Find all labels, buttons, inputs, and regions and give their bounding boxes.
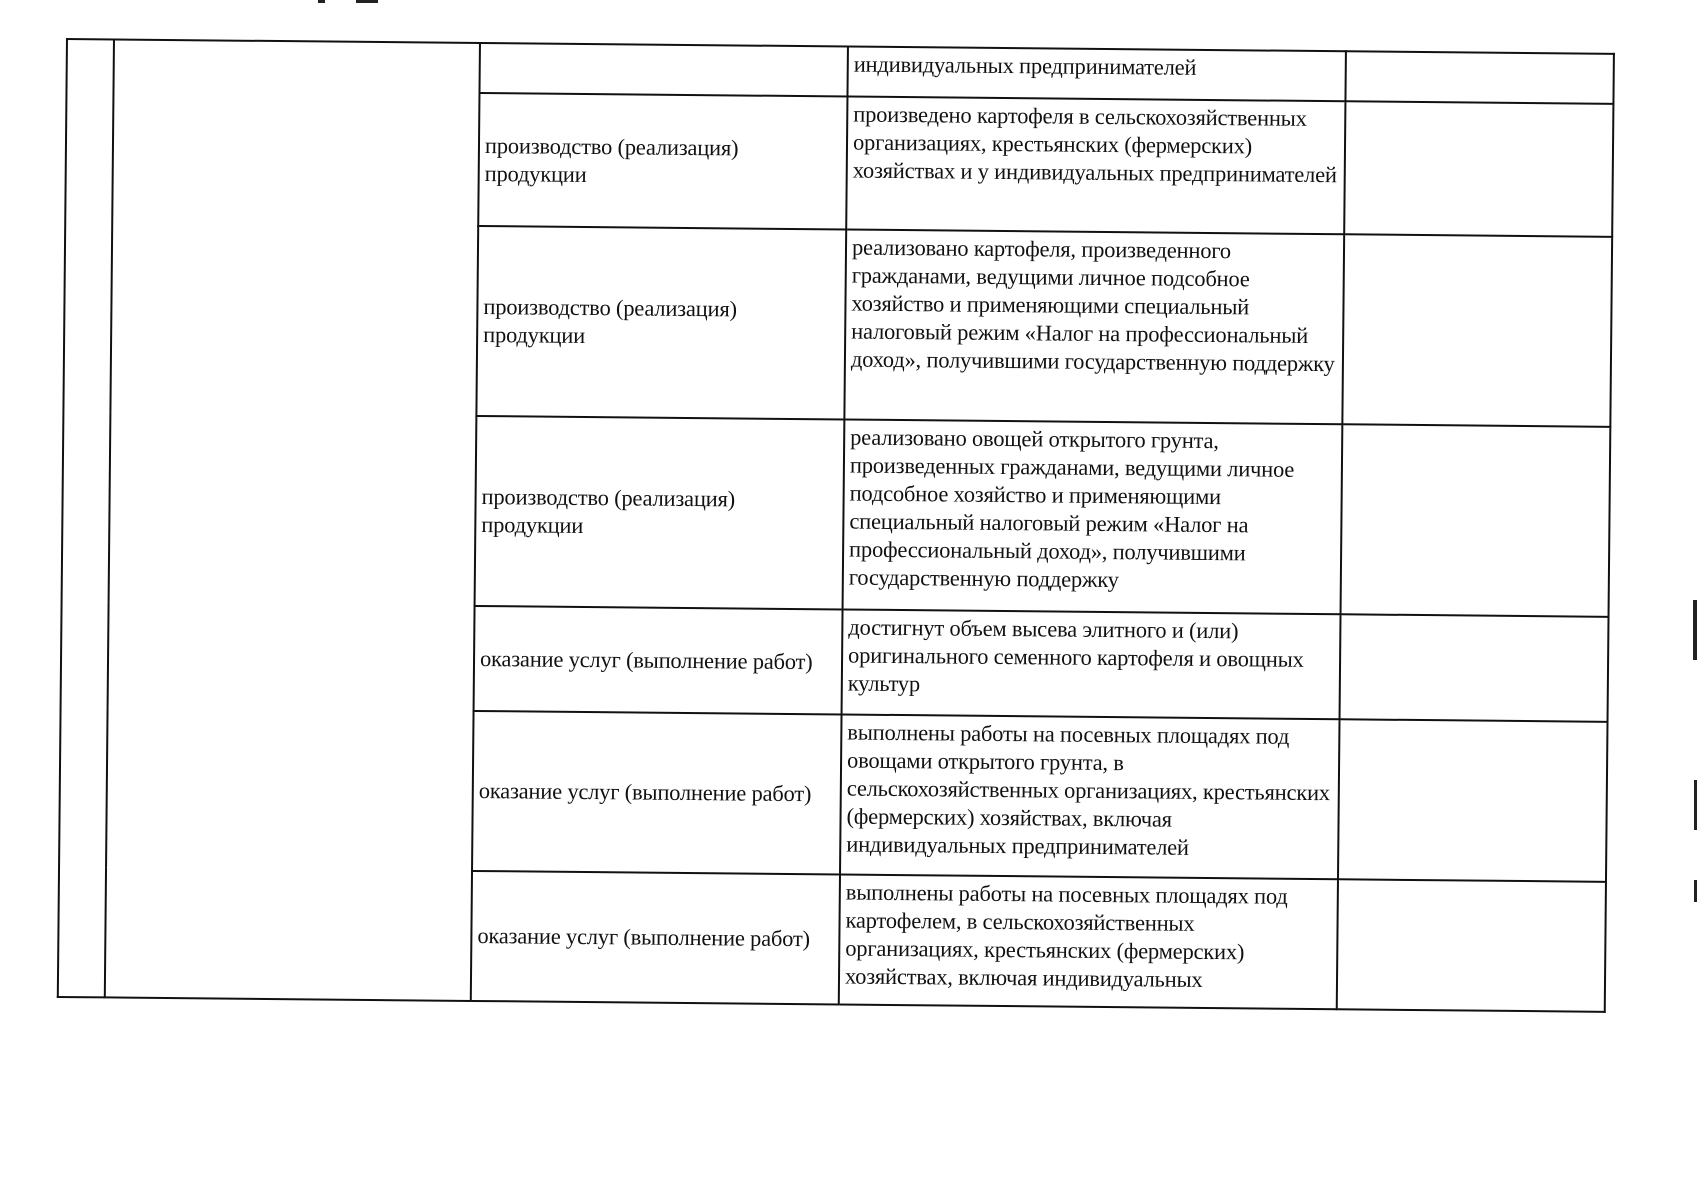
result-type-cell: производство (реализация) продукции (478, 93, 847, 230)
result-name-cell: произведено картофеля в сельскохозяйственных организациях, крестьянских (фермерских) хозяйствах и у индивидуальных предпринимателей (846, 97, 1345, 235)
result-value-cell (1342, 234, 1612, 427)
result-type-cell: производство (реализация) продукции (475, 416, 845, 610)
result-type-cell: оказание услуг (выполнение работ) (474, 606, 843, 715)
result-value-cell (1337, 879, 1606, 1012)
table-row (67, 39, 1614, 104)
results-table (57, 38, 1615, 1013)
subsidy-name-cell (105, 39, 480, 1000)
result-value-cell (1341, 424, 1611, 617)
result-type-cell (479, 43, 847, 97)
result-name-cell: индивидуальных предпринимателей (847, 47, 1345, 102)
result-name-cell: достигнут объем высева элитного и (или) оригинального семенного картофеля и овощных культур (842, 609, 1341, 719)
result-type-cell: оказание услуг (выполнение работ) (471, 871, 840, 1005)
scan-artifact-top (356, 0, 378, 3)
result-value-cell (1340, 614, 1609, 722)
scan-artifact-right (1693, 600, 1697, 660)
result-type-cell: оказание услуг (выполнение работ) (472, 711, 842, 875)
result-value-cell (1345, 51, 1613, 104)
result-type-cell: производство (реализация) продукции (476, 226, 846, 420)
result-value-cell (1338, 719, 1608, 882)
result-name-cell: выполнены работы на посевных площадях под овощами открытого грунта, в сельскохозяйственных организациях, крестьянских (фермерских) хозяйствах, включая индивидуальных предпринимателей (840, 714, 1340, 879)
scan-artifact-right (1694, 780, 1697, 830)
scan-artifact-right (1694, 880, 1697, 902)
result-name-cell: выполнены работы на посевных площадях под картофелем, в сельскохозяйственных организациях, крестьянских (фермерских) хозяйствах, включая индивидуальных (839, 874, 1338, 1009)
result-value-cell (1344, 101, 1613, 237)
result-name-cell: реализовано овощей открытого грунта, произведенных гражданами, ведущими личное подсобное хозяйство и применяющими специальный налоговый режим «Налог на профессиональный доход», получившими государственную поддержку (843, 419, 1343, 614)
scan-artifact-top (318, 0, 325, 3)
result-name-cell: реализовано картофеля, произведенного гражданами, ведущими личное подсобное хозяйство и применяющими специальный налоговый режим «Налог на профессиональный доход», получившими государственную поддержку (844, 229, 1344, 424)
